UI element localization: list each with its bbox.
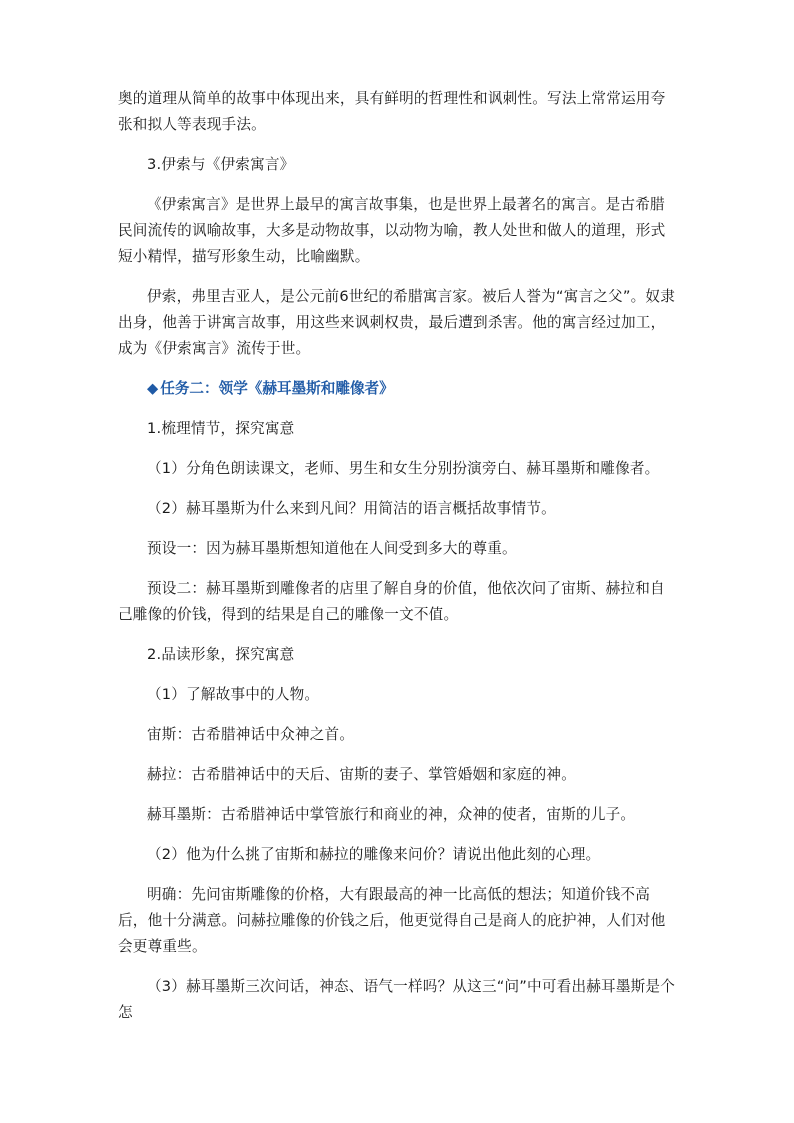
- task-two-title: 任务二：领学《赫耳墨斯和雕像者》: [160, 380, 394, 397]
- task-two-heading: [118, 376, 678, 402]
- preset-one: 预设一：因为赫耳墨斯想知道他在人间受到多大的尊重。: [147, 540, 517, 557]
- item-role-reading: （1）分角色朗读课文，老师、男生和女生分别扮演旁白、赫耳墨斯和雕像者。: [147, 460, 660, 477]
- paragraph-fable-intro-end: 奥的道理从简单的故事中体现出来，具有鲜明的哲理性和讽刺性。写法上常常运用夸张和拟人等表现手法。: [118, 90, 666, 133]
- character-hera: 赫拉：古希腊神话中的天后、宙斯的妻子、掌管婚姻和家庭的神。: [147, 766, 577, 783]
- paragraph-aesop-fables: 《伊索寓言》是世界上最早的寓言故事集，也是世界上最著名的寓言。是古希腊民间流传的讽喻故事，大多是动物故事，以动物为喻，教人处世和做人的道理，形式短小精悍，描写形象生动，比喻幽默。: [118, 196, 666, 265]
- document-body: [118, 86, 678, 1040]
- paragraph-aesop-bio: 伊索，弗里吉亚人，是公元前6世纪的希腊寓言家。被后人誉为“寓言之父”。奴隶出身，他善于讲寓言故事，用这些来讽刺权贵，最后遭到杀害。他的寓言经过加工，成为《伊索寓言》流传于世。: [118, 288, 675, 357]
- clarification-answer: 明确：先问宙斯雕像的价格，大有跟最高的神一比高低的想法；知道价钱不高后，他十分满意。问赫拉雕像的价钱之后，他更觉得自己是商人的庇护神，人们对他会更尊重些。: [118, 886, 666, 955]
- item-three-questions: （3）赫耳墨斯三次问话，神态、语气一样吗？从这三“问”中可看出赫耳墨斯是个怎: [118, 978, 675, 1021]
- subheading-plot: 1.梳理情节，探究寓意: [147, 420, 295, 437]
- item-characters: （1）了解故事中的人物。: [147, 686, 320, 703]
- preset-two: 预设二：赫耳墨斯到雕像者的店里了解自身的价值，他依次问了宙斯、赫拉和自己雕像的价钱，得到的结果是自己的雕像一文不值。: [118, 580, 665, 623]
- section-heading-aesop: 3.伊索与《伊索寓言》: [147, 156, 295, 173]
- item-why-ask-price: （2）他为什么挑了宙斯和赫拉的雕像来问价？请说出他此刻的心理。: [147, 846, 601, 863]
- diamond-bullet-icon: ◆: [147, 380, 159, 397]
- character-hermes: 赫耳墨斯：古希腊神话中掌管旅行和商业的神，众神的使者，宙斯的儿子。: [147, 806, 636, 823]
- character-zeus: 宙斯：古希腊神话中众神之首。: [147, 726, 355, 743]
- item-why-hermes: （2）赫耳墨斯为什么来到凡间？用简洁的语言概括故事情节。: [147, 500, 556, 517]
- subheading-images: 2.品读形象，探究寓意: [147, 646, 295, 663]
